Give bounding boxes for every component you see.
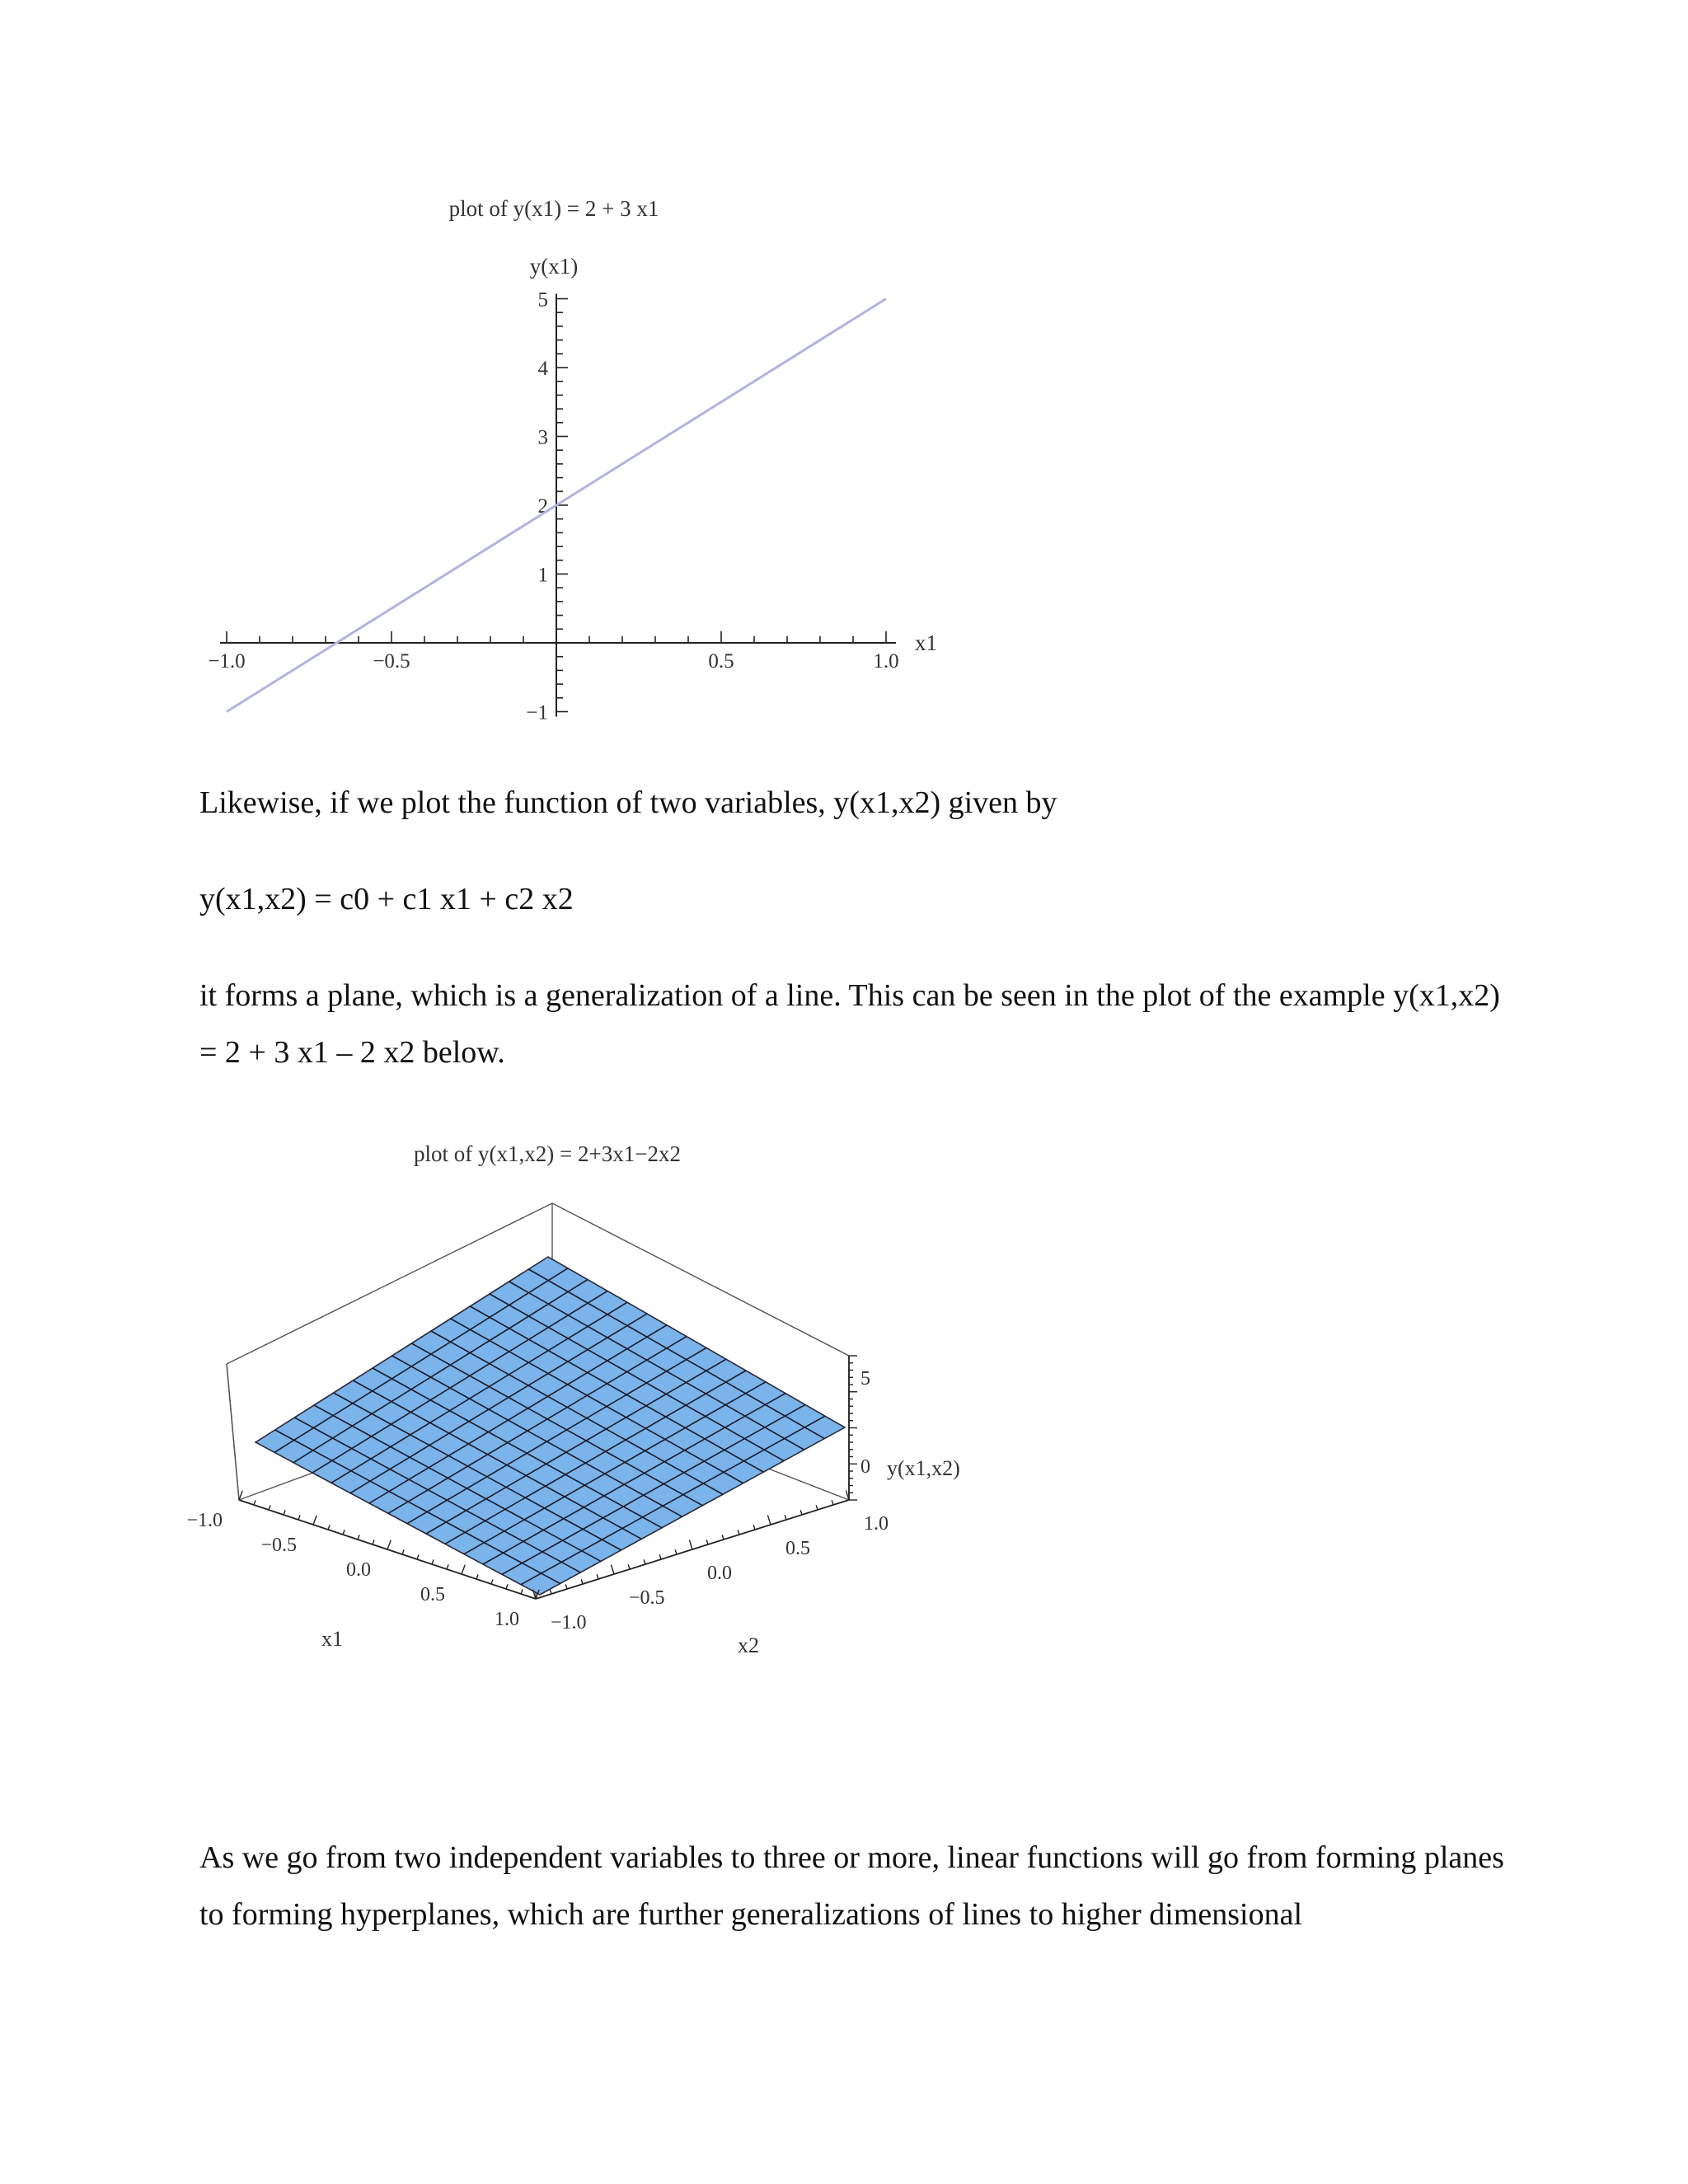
x1-tick-label: 0.5	[420, 1584, 445, 1605]
x2-tick	[800, 1510, 802, 1515]
x1-tick	[328, 1525, 330, 1530]
x2-tick	[675, 1549, 677, 1554]
x2-tick	[738, 1530, 739, 1535]
chart-title: plot of y(x1) = 2 + 3 x1	[448, 196, 659, 221]
x1-tick-label: 1.0	[495, 1609, 519, 1630]
y-tick-label: 3	[537, 426, 548, 449]
y-tick-label: 2	[537, 495, 548, 518]
x-tick-label: 0.5	[708, 650, 734, 673]
x-axis-label: x1	[915, 630, 937, 655]
z-axis-label: y(x1,x2)	[887, 1456, 960, 1480]
x1-tick	[254, 1500, 256, 1505]
z-tick-label: 0	[860, 1456, 870, 1478]
x2-tick	[767, 1516, 771, 1525]
x1-axis-label: x1	[321, 1627, 343, 1651]
y-tick-label: 1	[537, 564, 548, 587]
x2-axis-label: x2	[738, 1633, 759, 1657]
x1-tick	[432, 1559, 434, 1564]
paragraph-2: it forms a plane, which is a generalization of a line. This can be seen in the plot of the example y(x1,x2) = 2 + 3 x1 – 2 x2 below.	[199, 978, 1500, 1070]
x2-tick	[581, 1579, 583, 1584]
x1-tick	[462, 1565, 465, 1574]
x1-tick	[506, 1584, 508, 1589]
x2-tick	[611, 1565, 614, 1574]
x1-tick	[343, 1530, 345, 1535]
x1-tick	[491, 1579, 493, 1584]
line-plot-figure	[0, 0, 989, 742]
x1-tick	[476, 1574, 478, 1579]
x2-tick	[550, 1589, 551, 1594]
x1-tick	[269, 1505, 270, 1510]
x1-tick	[417, 1554, 419, 1559]
x1-tick	[313, 1516, 316, 1525]
x1-tick	[373, 1540, 374, 1544]
y-tick-label: −1	[526, 701, 548, 724]
x-tick-label: −0.5	[373, 650, 410, 673]
x2-tick-label: 0.5	[785, 1538, 810, 1559]
x-tick-label: 1.0	[873, 650, 899, 673]
z-tick-label: 5	[860, 1368, 870, 1390]
x1-tick	[358, 1535, 359, 1540]
x2-tick	[628, 1564, 630, 1569]
x2-tick-label: −1.0	[551, 1612, 587, 1633]
x2-tick	[689, 1540, 692, 1549]
paragraph-1: Likewise, if we plot the function of two variables, y(x1,x2) given by	[199, 785, 1057, 820]
x-tick-label: −1.0	[208, 650, 246, 673]
x2-tick	[706, 1540, 708, 1544]
x2-tick	[659, 1554, 661, 1559]
x1-tick	[298, 1515, 300, 1520]
x2-tick-label: 0.0	[707, 1563, 732, 1584]
x2-tick	[565, 1584, 567, 1589]
x1-tick	[521, 1589, 523, 1594]
chart-title: plot of y(x1,x2) = 2+3x1−2x2	[414, 1141, 681, 1166]
surface-plot-figure	[0, 1137, 1039, 1780]
x2-tick	[722, 1535, 724, 1540]
x2-tick	[832, 1500, 833, 1505]
x2-tick	[644, 1559, 645, 1564]
paragraph-3: As we go from two independent variables to three or more, linear functions will go from forming planes to forming hyperplanes, which are further generalizations of lines to higher dimensional	[199, 1840, 1504, 1932]
x2-tick-label: 1.0	[864, 1513, 889, 1535]
paragraph-equation: y(x1,x2) = c0 + c1 x1 + c2 x2	[199, 882, 574, 916]
x1-tick	[387, 1540, 391, 1549]
plane-surface	[256, 1257, 845, 1595]
x1-tick	[402, 1549, 404, 1554]
x1-tick	[284, 1510, 285, 1515]
x1-tick-label: 0.0	[346, 1559, 371, 1581]
y-axis-label: y(x1)	[529, 254, 579, 279]
plane-fill	[256, 1257, 845, 1595]
x1-tick	[447, 1564, 448, 1569]
y-tick-label: 4	[537, 358, 548, 380]
x2-tick	[597, 1574, 598, 1579]
x1-tick-label: −0.5	[260, 1535, 297, 1556]
x1-tick-label: −1.0	[186, 1510, 223, 1531]
x2-tick	[785, 1515, 786, 1520]
box-edge	[227, 1364, 239, 1500]
x2-tick	[753, 1525, 755, 1530]
x2-tick	[816, 1505, 818, 1510]
y-tick-label: 5	[537, 288, 548, 312]
x2-tick-label: −0.5	[629, 1587, 665, 1609]
